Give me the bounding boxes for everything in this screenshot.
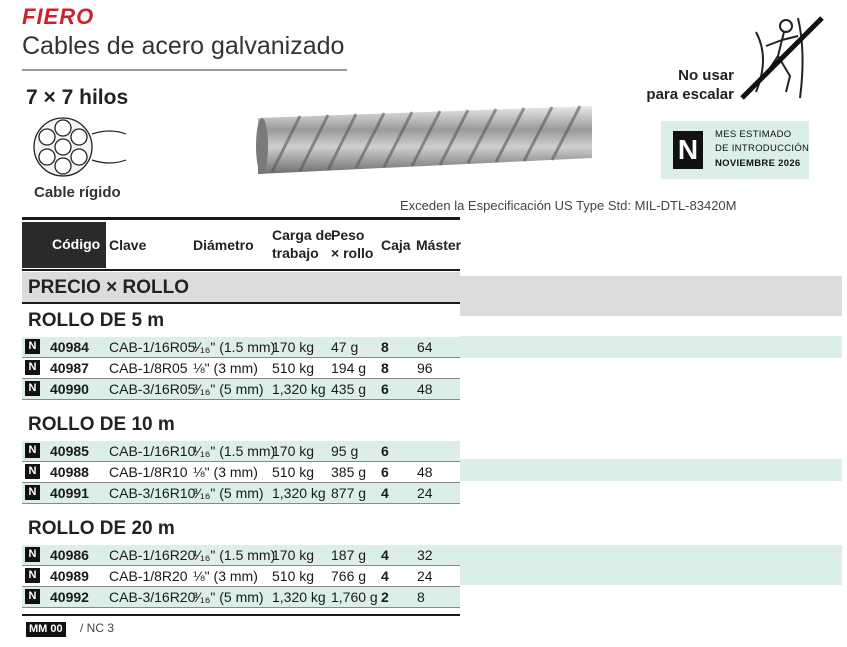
cell-load: 1,320 kg xyxy=(272,381,326,397)
cell-diameter: ⅛" (3 mm) xyxy=(193,568,258,584)
table-row xyxy=(22,379,460,399)
table-row xyxy=(22,483,460,503)
cell-key: CAB-1/8R10 xyxy=(109,464,188,480)
group-title: ROLLO DE 20 m xyxy=(22,513,460,545)
right-strip xyxy=(460,276,842,316)
table-row xyxy=(22,587,460,607)
cell-load: 510 kg xyxy=(272,360,315,376)
cell-diameter: ⅛" (3 mm) xyxy=(193,464,258,480)
band-rule xyxy=(22,302,460,304)
column-header-weight: Peso × rollo xyxy=(331,227,374,261)
cell-load: 170 kg xyxy=(272,547,315,563)
cell-code: 40986 xyxy=(50,547,89,563)
cell-load: 510 kg xyxy=(272,464,315,480)
cell-box: 4 xyxy=(381,547,389,563)
cell-box: 8 xyxy=(381,339,389,355)
cell-weight: 47 g xyxy=(331,339,359,355)
cell-weight: 385 g xyxy=(331,464,367,480)
new-badge-icon: N xyxy=(25,589,40,604)
cell-load: 1,320 kg xyxy=(272,589,326,605)
cell-load: 170 kg xyxy=(272,339,315,355)
column-header-code: Código xyxy=(22,222,106,268)
table-row xyxy=(22,566,460,586)
price-band: PRECIO × ROLLO xyxy=(22,272,460,304)
cell-box: 8 xyxy=(381,360,389,376)
row-rule xyxy=(22,607,460,608)
cell-diameter: ¹⁄₁₆" (1.5 mm) xyxy=(193,339,276,355)
cell-key: CAB-3/16R10 xyxy=(109,485,196,501)
new-badge-icon: N xyxy=(25,443,40,458)
cell-load: 1,320 kg xyxy=(272,485,326,501)
cell-box: 4 xyxy=(381,485,389,501)
cell-code: 40992 xyxy=(50,589,89,605)
cell-master: 24 xyxy=(417,568,433,584)
cell-diameter: ¹⁄₁₆" (1.5 mm) xyxy=(193,547,276,563)
table-row xyxy=(22,337,460,357)
cell-code: 40987 xyxy=(50,360,89,376)
cell-diameter: ⅛" (3 mm) xyxy=(193,360,258,376)
column-header-key: Clave xyxy=(109,237,147,253)
column-header-box: Caja xyxy=(381,237,411,253)
cell-master: 64 xyxy=(417,339,433,355)
cell-master: 48 xyxy=(417,381,433,397)
steel-cable-image xyxy=(252,100,597,180)
column-header-master: Máster xyxy=(416,237,462,253)
table-row xyxy=(22,462,460,482)
cell-load: 170 kg xyxy=(272,443,315,459)
new-badge-icon: N xyxy=(25,381,40,396)
strand-count: 7 × 7 hilos xyxy=(26,86,129,109)
cell-weight: 95 g xyxy=(331,443,359,459)
cell-key: CAB-1/16R10 xyxy=(109,443,196,459)
table-row xyxy=(22,441,460,461)
cell-weight: 1,760 g xyxy=(331,589,378,605)
cable-cross-section-icon xyxy=(30,114,130,180)
right-strip xyxy=(460,545,842,585)
cable-type-label: Cable rígido xyxy=(34,184,121,201)
cell-weight: 194 g xyxy=(331,360,367,376)
new-badge-icon: N xyxy=(25,464,40,479)
cell-key: CAB-1/16R20 xyxy=(109,547,196,563)
cell-box: 6 xyxy=(381,443,389,459)
cell-key: CAB-3/16R20 xyxy=(109,589,196,605)
group-title: ROLLO DE 10 m xyxy=(22,409,460,441)
cell-box: 4 xyxy=(381,568,389,584)
cell-weight: 187 g xyxy=(331,547,367,563)
cell-box: 2 xyxy=(381,589,389,605)
group-title: ROLLO DE 5 m xyxy=(22,305,460,337)
table-row xyxy=(22,358,460,378)
cell-key: CAB-1/8R20 xyxy=(109,568,188,584)
cell-key: CAB-3/16R05 xyxy=(109,381,196,397)
cell-box: 6 xyxy=(381,464,389,480)
new-badge-icon: N xyxy=(673,131,703,169)
table-row xyxy=(22,545,460,565)
new-product-notice: N MES ESTIMADO DE INTRODUCCIÓN NOVIEMBRE 2026 xyxy=(661,121,809,179)
cell-code: 40988 xyxy=(50,464,89,480)
cell-diameter: ³⁄₁₆" (5 mm) xyxy=(193,589,264,605)
new-badge-icon: N xyxy=(25,360,40,375)
column-header-diameter: Diámetro xyxy=(193,237,254,253)
cell-key: CAB-1/8R05 xyxy=(109,360,188,376)
mm-badge: MM 00 xyxy=(26,622,66,637)
cell-weight: 877 g xyxy=(331,485,367,501)
row-rule xyxy=(22,503,460,504)
title-divider xyxy=(22,69,347,71)
cell-load: 510 kg xyxy=(272,568,315,584)
header-rule xyxy=(22,269,460,271)
cell-master: 8 xyxy=(417,589,425,605)
nc-note: / NC 3 xyxy=(80,621,115,635)
brand-logo: FIERO xyxy=(22,4,95,29)
right-strip xyxy=(460,336,842,358)
new-badge-icon: N xyxy=(25,568,40,583)
row-rule xyxy=(22,399,460,400)
cell-box: 6 xyxy=(381,381,389,397)
right-strip xyxy=(460,459,842,481)
cell-diameter: ¹⁄₁₆" (1.5 mm) xyxy=(193,443,276,459)
cell-diameter: ³⁄₁₆" (5 mm) xyxy=(193,381,264,397)
cell-master: 24 xyxy=(417,485,433,501)
table-top-rule xyxy=(22,217,460,220)
cell-diameter: ³⁄₁₆" (5 mm) xyxy=(193,485,264,501)
cell-key: CAB-1/16R05 xyxy=(109,339,196,355)
cell-code: 40989 xyxy=(50,568,89,584)
specification-note: Exceden la Especificación US Type Std: MIL-DTL-83420M xyxy=(400,198,737,213)
no-climbing-warning: No usar para escalar xyxy=(646,67,734,103)
cell-weight: 435 g xyxy=(331,381,367,397)
new-badge-icon: N xyxy=(25,339,40,354)
cell-code: 40990 xyxy=(50,381,89,397)
cell-weight: 766 g xyxy=(331,568,367,584)
column-header-load: Carga de trabajo xyxy=(272,227,332,261)
cell-code: 40985 xyxy=(50,443,89,459)
new-badge-icon: N xyxy=(25,485,40,500)
new-badge-icon: N xyxy=(25,547,40,562)
cell-master: 32 xyxy=(417,547,433,563)
page-title: Cables de acero galvanizado xyxy=(22,32,345,60)
table-bottom-rule xyxy=(22,614,460,616)
cell-master: 48 xyxy=(417,464,433,480)
cell-code: 40991 xyxy=(50,485,89,501)
cell-master: 96 xyxy=(417,360,433,376)
no-climbing-icon xyxy=(736,12,826,104)
cell-code: 40984 xyxy=(50,339,89,355)
